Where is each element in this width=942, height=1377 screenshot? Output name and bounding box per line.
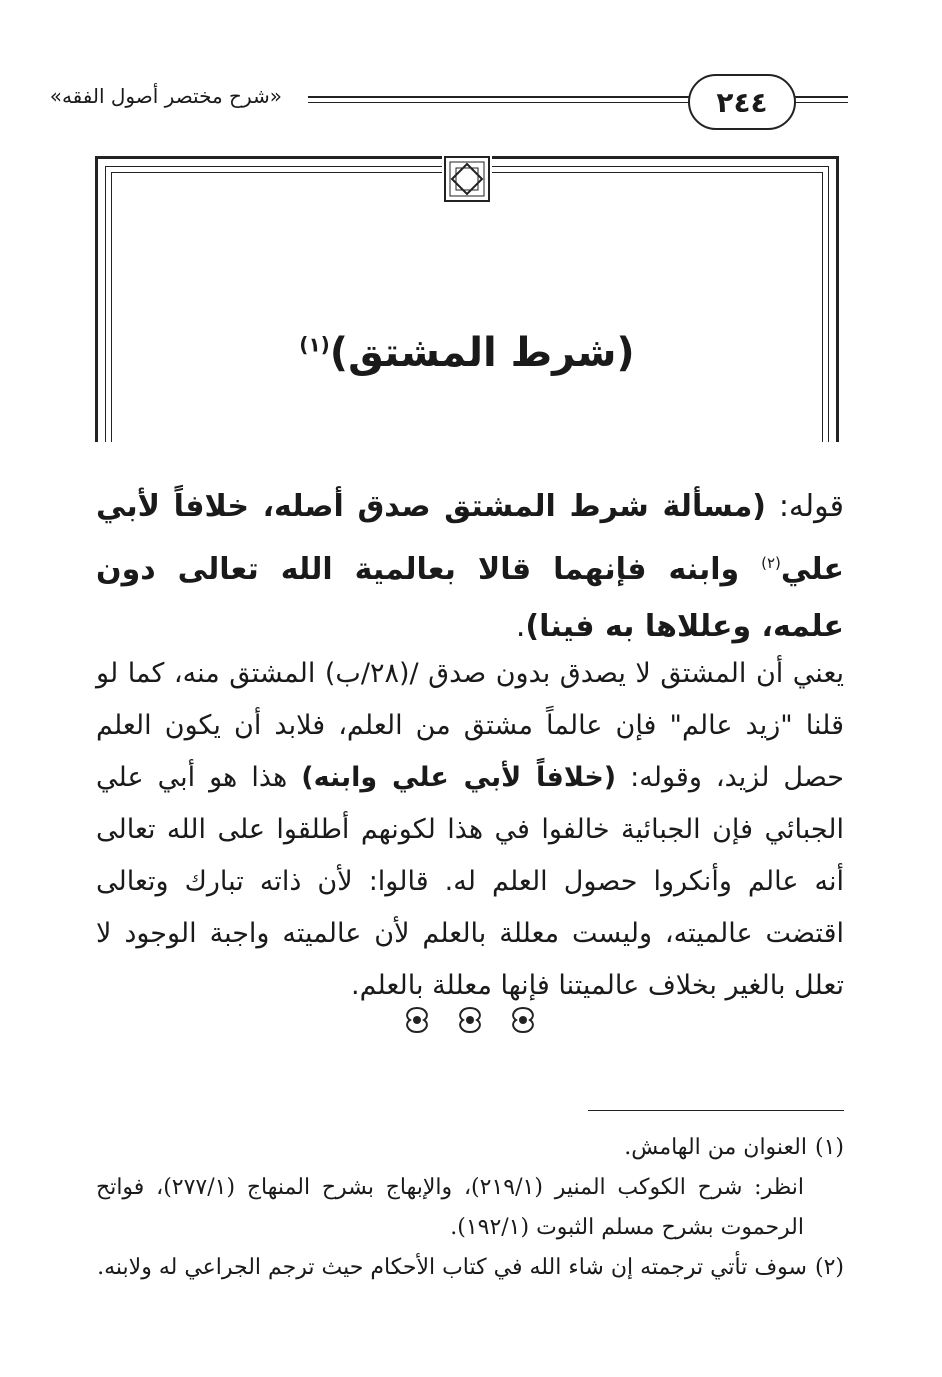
footnote-number: (١) [814,1135,844,1160]
running-title: «شرح مختصر أصول الفقه» [44,84,288,108]
title-frame [95,156,839,442]
footnote-text: سوف تأتي ترجمته إن شاء الله في كتاب الأحكام حيث ترجم الجراعي له ولابنه. [97,1255,807,1280]
footnote-text: العنوان من الهامش. [624,1135,807,1160]
footnote-text: انظر: شرح الكوكب المنير (٢١٩/١)، والإبهاج بشرح المنهاج (٢٧٧/١)، فواتح الرحموت بشرح مسلم الثبوت (١٩٢/١). [96,1175,804,1240]
section-divider [400,1004,540,1038]
title-footnote-mark: (١) [299,332,330,357]
quote-lead: قوله: [766,489,844,524]
quote-text-2: وابنه فإنهما قالا بعالمية الله تعالى دون علمه، وعللاها به فينا) [96,552,844,644]
footnotes [96,1128,844,1288]
fleuron-icon [400,1004,434,1036]
page-number: ٢٤٤ [688,74,796,130]
commentary-bold: (خلافاً لأبي علي وابنه) [301,762,617,793]
footnote-number: (٢) [814,1255,844,1280]
frame-ornament-icon [442,154,492,204]
section-title [95,330,839,376]
quote-tail: . [515,609,526,644]
page-header [49,62,848,142]
section-title-text: (شرط المشتق) [329,330,635,376]
footnote-2 [96,1248,844,1288]
footnote-1-sources [96,1168,844,1248]
footnote-mark-2: (٢) [761,554,781,572]
footnote-1 [96,1128,844,1168]
quote-text-1: (مسألة شرط المشتق صدق أصله، خلافاً لأبي علي [96,489,844,587]
commentary-text-1: يعني أن المشتق لا يصدق بدون صدق /(٢٨/ب) المشتق منه، كما لو قلنا "زيد عالم" فإن عالماً مشتق من العلم، فلابد أن يكون العلم حصل لزيد، وقوله: [96,658,844,793]
fleuron-icon [453,1004,487,1036]
paragraph-commentary [96,648,844,1012]
commentary-text-2: هذا هو أبي علي الجبائي فإن الجبائية خالفوا في هذا لكونهم أطلقوا على الله تعالى أنه عالم وأنكروا حصول العلم له. قالوا: لأن ذاته تبارك وتعالى اقتضت عالميته، وليست معللة بالعلم لأن عالميته واجبة الوجود لا تعلل بالغير بخلاف عالميتنا فإنها معللة بالعلم. [96,762,844,1001]
footnote-separator [588,1110,844,1111]
fleuron-icon [506,1004,540,1036]
paragraph-quote [96,478,844,655]
